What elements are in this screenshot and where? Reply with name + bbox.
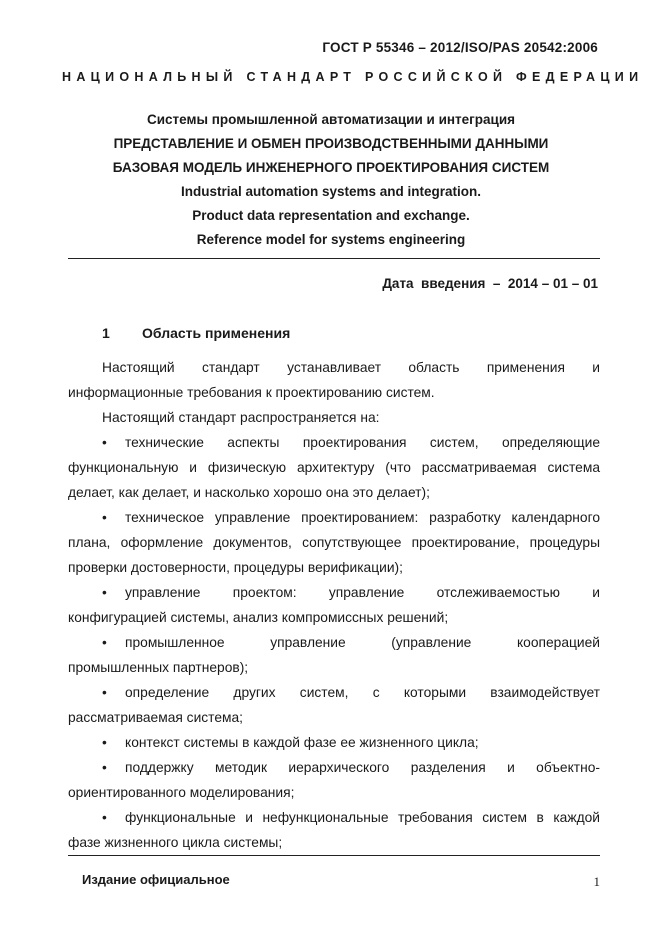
section-title: Область применения [142, 325, 291, 341]
page-number: 1 [593, 874, 600, 889]
list-item-text: определение других систем, с которыми взаимодействует [125, 685, 600, 700]
title-en-line-2: Product data representation and exchange. [192, 208, 470, 223]
bullet-icon: • [102, 760, 107, 775]
bullet-icon: • [102, 810, 107, 825]
edition-label: Издание официальное [82, 872, 230, 887]
list-item-text: промышленное управление (управление кооперацией [125, 635, 600, 650]
bullet-icon: • [102, 735, 107, 750]
title-en-line-1: Industrial automation systems and integration. [180, 184, 482, 199]
list-item [68, 630, 600, 655]
list-item-continuation: плана, оформление документов, сопутствующее проектирование, процедуры [68, 535, 600, 550]
list-item [68, 730, 600, 755]
list-item [68, 430, 600, 455]
title-en-line-3: Reference model for systems engineering [196, 232, 466, 247]
list-item-continuation: промышленных партнеров); [68, 660, 249, 675]
footer-divider [68, 855, 600, 856]
bullet-icon: • [102, 435, 107, 450]
list-item [68, 580, 600, 605]
bullet-icon: • [102, 510, 107, 525]
section-heading [102, 325, 290, 341]
document-number: ГОСТ Р 55346 – 2012/ISO/PAS 20542:2006 [322, 40, 598, 55]
list-item [68, 505, 600, 530]
list-item-text: поддержку методик иерархического разделения и объектно- [125, 760, 600, 775]
bullet-icon: • [102, 635, 107, 650]
list-item-text: контекст системы в каждой фазе ее жизненного цикла; [125, 735, 479, 750]
title-divider [68, 258, 600, 259]
bullet-icon: • [102, 685, 107, 700]
title-line-3: БАЗОВАЯ МОДЕЛЬ ИНЖЕНЕРНОГО ПРОЕКТИРОВАНИЯ СИСТЕМ [112, 160, 550, 175]
national-standard-heading: НАЦИОНАЛЬНЫЙ СТАНДАРТ РОССИЙСКОЙ ФЕДЕРАЦИИ [62, 70, 644, 84]
list-item-continuation: конфигурацией системы, анализ компромиссных решений; [68, 610, 449, 625]
list-item-text: технические аспекты проектирования систем, определяющие [125, 435, 600, 450]
paragraph-1-line-2: информационные требования к проектированию систем. [68, 385, 435, 400]
list-item-continuation: ориентированного моделирования; [68, 785, 295, 800]
paragraph-2: Настоящий стандарт распространяется на: [102, 410, 380, 425]
list-item-continuation: проверки достоверности, процедуры верификации); [68, 560, 403, 575]
list-item-continuation: фазе жизненного цикла системы; [68, 835, 283, 850]
title-line-2: ПРЕДСТАВЛЕНИЕ И ОБМЕН ПРОИЗВОДСТВЕННЫМИ ДАННЫМИ [113, 136, 549, 151]
paragraph-1-line-1: Настоящий стандарт устанавливает область применения и [102, 360, 600, 375]
list-item-continuation: делает, как делает, и насколько хорошо она это делает); [68, 485, 430, 500]
list-item-text: функциональные и нефункциональные требования систем в каждой [125, 810, 600, 825]
list-item [68, 805, 600, 830]
introduction-date: Дата введения – 2014 – 01 – 01 [382, 276, 598, 291]
bullet-icon: • [102, 585, 107, 600]
list-item [68, 755, 600, 780]
body-text [68, 355, 600, 855]
list-item-text: техническое управление проектированием: разработку календарного [125, 510, 600, 525]
list-item-continuation: рассматриваемая система; [68, 710, 244, 725]
list-item [68, 680, 600, 705]
title-line-1: Системы промышленной автоматизации и интеграция [146, 112, 516, 127]
section-number: 1 [102, 325, 110, 341]
list-item-text: управление проектом: управление отслеживаемостью и [125, 585, 600, 600]
list-item-continuation: функциональную и физическую архитектуру (что рассматриваемая система [68, 460, 600, 475]
